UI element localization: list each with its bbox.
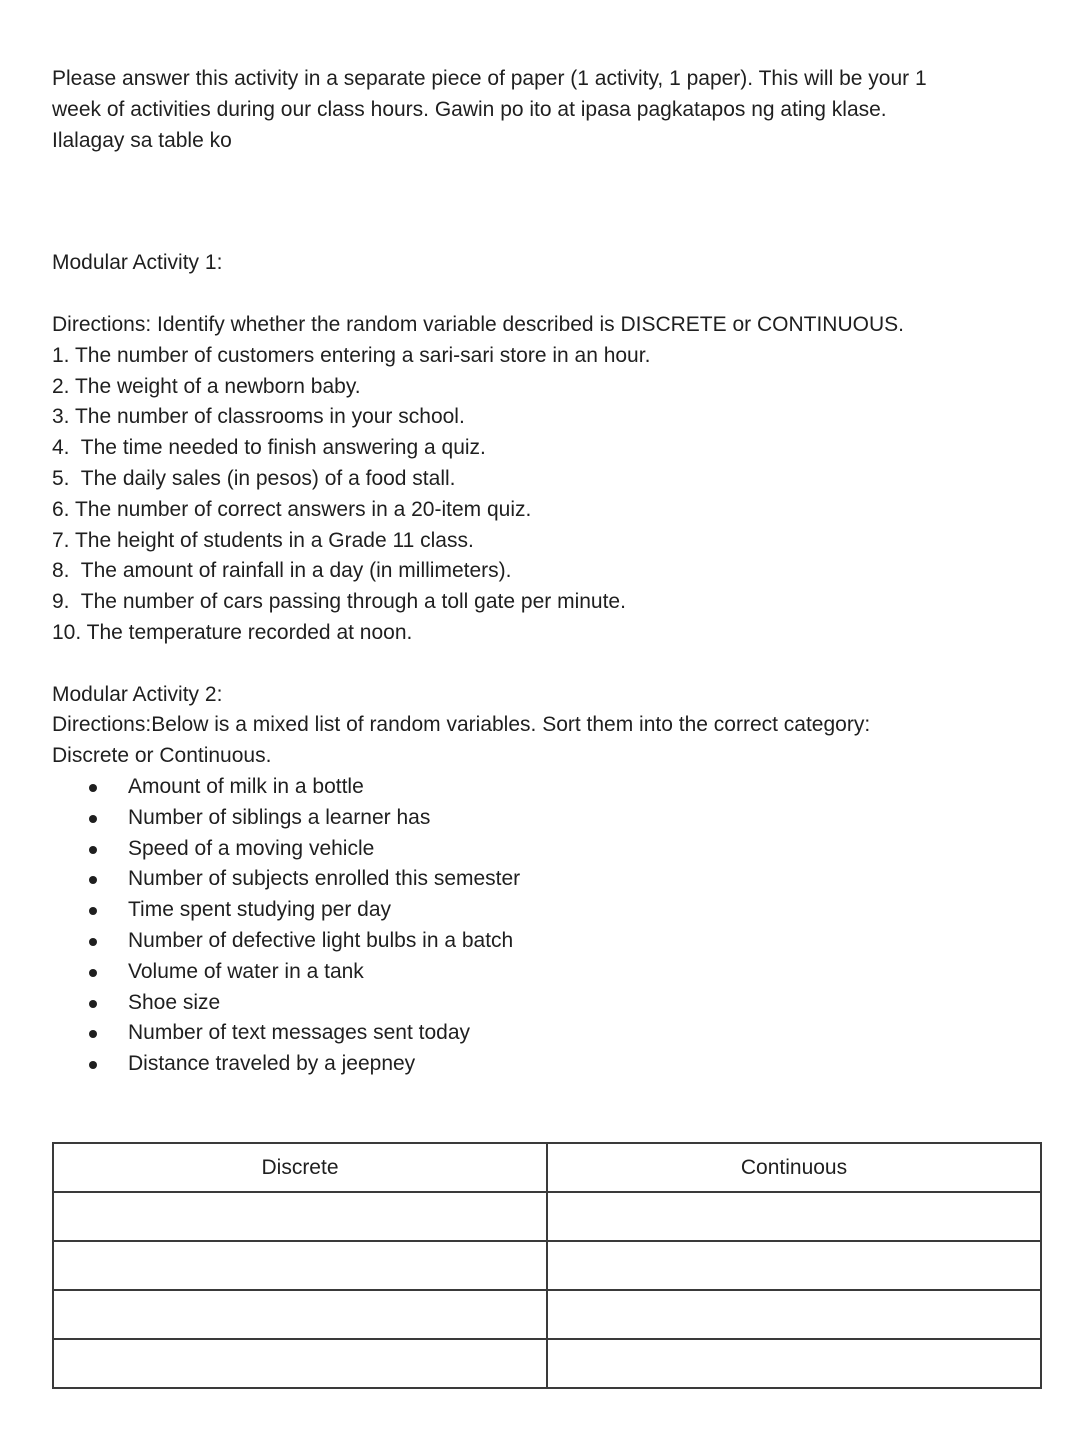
list-item: 2. The weight of a newborn baby. bbox=[52, 374, 361, 398]
list-item-text: Amount of milk in a bottle bbox=[128, 774, 364, 798]
bullet-icon bbox=[89, 784, 97, 792]
list-item: 8. The amount of rainfall in a day (in millimeters). bbox=[52, 559, 512, 583]
document-body bbox=[52, 64, 1042, 1080]
activity1-title: Modular Activity 1: bbox=[52, 251, 223, 275]
table-header-row bbox=[53, 1143, 1041, 1192]
activity2-title: Modular Activity 2: bbox=[52, 682, 223, 706]
list-item-text: Distance traveled by a jeepney bbox=[128, 1052, 416, 1076]
bullet-icon bbox=[89, 969, 97, 977]
list-item: 4. The time needed to finish answering a quiz. bbox=[52, 436, 486, 460]
list-item bbox=[52, 926, 1042, 957]
activity1-list bbox=[52, 341, 1042, 649]
table-cell bbox=[53, 1339, 547, 1388]
list-item-text: Number of subjects enrolled this semester bbox=[128, 867, 521, 891]
list-item bbox=[52, 834, 1042, 865]
table-cell bbox=[53, 1241, 547, 1290]
intro-line: week of activities during our class hours. Gawin po ito at ipasa pagkatapos ng ating klase. bbox=[52, 97, 887, 121]
list-item-text: Number of siblings a learner has bbox=[128, 805, 431, 829]
activity2-directions: Discrete or Continuous. bbox=[52, 744, 272, 768]
discrete-header: Discrete bbox=[53, 1143, 547, 1192]
table-row bbox=[53, 1192, 1041, 1241]
list-item bbox=[52, 864, 1042, 895]
sorting-table bbox=[52, 1142, 1042, 1389]
activity2-directions: Directions:Below is a mixed list of random variables. Sort them into the correct category: bbox=[52, 713, 871, 737]
list-item: 10. The temperature recorded at noon. bbox=[52, 620, 413, 644]
list-item bbox=[52, 957, 1042, 988]
table-cell bbox=[547, 1339, 1041, 1388]
list-item-text: Shoe size bbox=[128, 990, 221, 1014]
list-item-text: Volume of water in a tank bbox=[128, 959, 364, 983]
table-cell bbox=[547, 1290, 1041, 1339]
list-item: 1. The number of customers entering a sari-sari store in an hour. bbox=[52, 343, 651, 367]
bullet-icon bbox=[89, 876, 97, 884]
table-row bbox=[53, 1290, 1041, 1339]
list-item: 5. The daily sales (in pesos) of a food stall. bbox=[52, 466, 456, 490]
table-cell bbox=[53, 1290, 547, 1339]
list-item bbox=[52, 1018, 1042, 1049]
activity1-directions: Directions: Identify whether the random variable described is DISCRETE or CONTINUOUS. bbox=[52, 312, 904, 336]
list-item-text: Number of text messages sent today bbox=[128, 1021, 470, 1045]
intro-line: Ilalagay sa table ko bbox=[52, 128, 232, 152]
list-item-text: Speed of a moving vehicle bbox=[128, 836, 375, 860]
list-item bbox=[52, 803, 1042, 834]
list-item: 3. The number of classrooms in your school. bbox=[52, 405, 465, 429]
activity2-list bbox=[52, 772, 1042, 1080]
table-cell bbox=[53, 1192, 547, 1241]
table-cell bbox=[547, 1241, 1041, 1290]
list-item bbox=[52, 1049, 1042, 1080]
table-row bbox=[53, 1339, 1041, 1388]
table-row bbox=[53, 1241, 1041, 1290]
continuous-header: Continuous bbox=[547, 1143, 1041, 1192]
list-item: 9. The number of cars passing through a toll gate per minute. bbox=[52, 590, 626, 614]
list-item bbox=[52, 772, 1042, 803]
table-cell bbox=[547, 1192, 1041, 1241]
list-item bbox=[52, 895, 1042, 926]
list-item-text: Time spent studying per day bbox=[128, 898, 392, 922]
list-item bbox=[52, 988, 1042, 1019]
intro-paragraph bbox=[52, 64, 1042, 156]
list-item: 6. The number of correct answers in a 20-item quiz. bbox=[52, 497, 532, 521]
bullet-icon bbox=[89, 907, 97, 915]
bullet-icon bbox=[89, 815, 97, 823]
bullet-icon bbox=[89, 1030, 97, 1038]
bullet-icon bbox=[89, 846, 97, 854]
list-item: 7. The height of students in a Grade 11 class. bbox=[52, 528, 474, 552]
intro-line: Please answer this activity in a separate piece of paper (1 activity, 1 paper). This will be your 1 bbox=[52, 67, 927, 90]
bullet-icon bbox=[89, 938, 97, 946]
list-item-text: Number of defective light bulbs in a batch bbox=[128, 928, 514, 952]
bullet-icon bbox=[89, 1061, 97, 1069]
bullet-icon bbox=[89, 1000, 97, 1008]
